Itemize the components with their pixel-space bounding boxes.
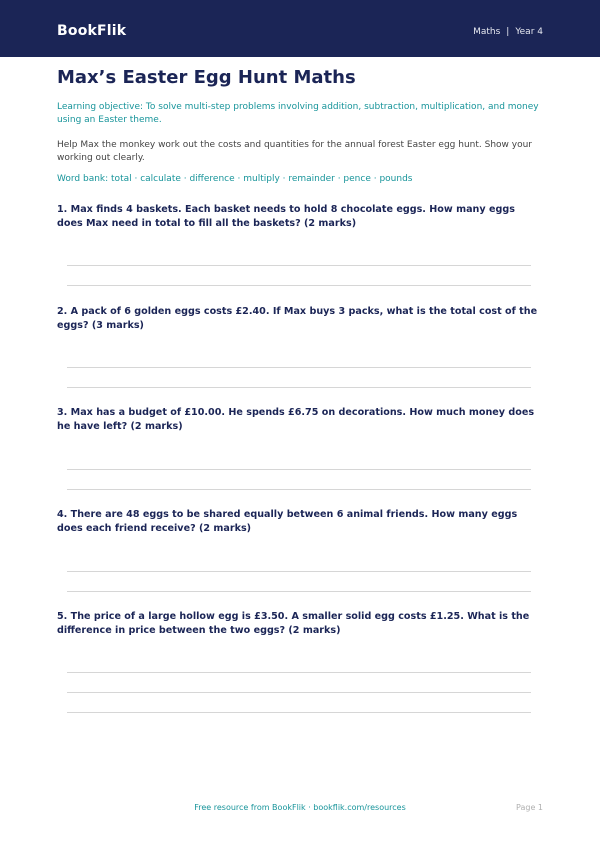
- answer-line[interactable]: [67, 285, 531, 286]
- question-3: 3. Max has a budget of £10.00. He spends £6.75 on decorations. How much money does he have left? (2 marks): [57, 407, 535, 432]
- subject-label: Maths: [473, 27, 501, 37]
- header-meta: [473, 27, 543, 37]
- question-2: 2. A pack of 6 golden eggs costs £2.40. If Max buys 3 packs, what is the total cost of the eggs? (3 marks): [57, 306, 538, 331]
- learning-objective: Learning objective: To solve multi-step problems involving addition, subtraction, multiplication, and money using an Easter theme.: [57, 102, 539, 125]
- answer-line[interactable]: [67, 672, 531, 673]
- page-number: Page 1: [516, 803, 543, 812]
- page-header: [0, 0, 600, 57]
- question-5: 5. The price of a large hollow egg is £3.50. A smaller solid egg costs £1.25. What is the difference in price between the two eggs? (2 marks): [57, 611, 530, 636]
- question-1: 1. Max finds 4 baskets. Each basket needs to hold 8 chocolate eggs. How many eggs does Max need in total to fill all the baskets? (2 marks): [57, 204, 515, 229]
- answer-line[interactable]: [67, 591, 531, 592]
- answer-line[interactable]: [67, 367, 531, 368]
- footer-resource-link[interactable]: Free resource from BookFlik · bookflik.com/resources: [194, 803, 406, 812]
- answer-line[interactable]: [67, 692, 531, 693]
- brand-logo: BookFlik: [57, 23, 127, 39]
- year-label: Year 4: [515, 27, 543, 37]
- answer-line[interactable]: [67, 265, 531, 266]
- page-title: Max’s Easter Egg Hunt Maths: [57, 67, 356, 88]
- meta-separator: |: [506, 27, 510, 37]
- answer-line[interactable]: [67, 469, 531, 470]
- answer-line[interactable]: [67, 571, 531, 572]
- answer-line[interactable]: [67, 489, 531, 490]
- intro-text: Help Max the monkey work out the costs and quantities for the annual forest Easter egg hunt. Show your working out clearly.: [57, 140, 532, 163]
- answer-line[interactable]: [67, 712, 531, 713]
- question-4: 4. There are 48 eggs to be shared equally between 6 animal friends. How many eggs does each friend receive? (2 marks): [57, 509, 518, 534]
- answer-line[interactable]: [67, 387, 531, 388]
- word-bank: Word bank: total · calculate · difference · multiply · remainder · pence · pounds: [57, 174, 413, 184]
